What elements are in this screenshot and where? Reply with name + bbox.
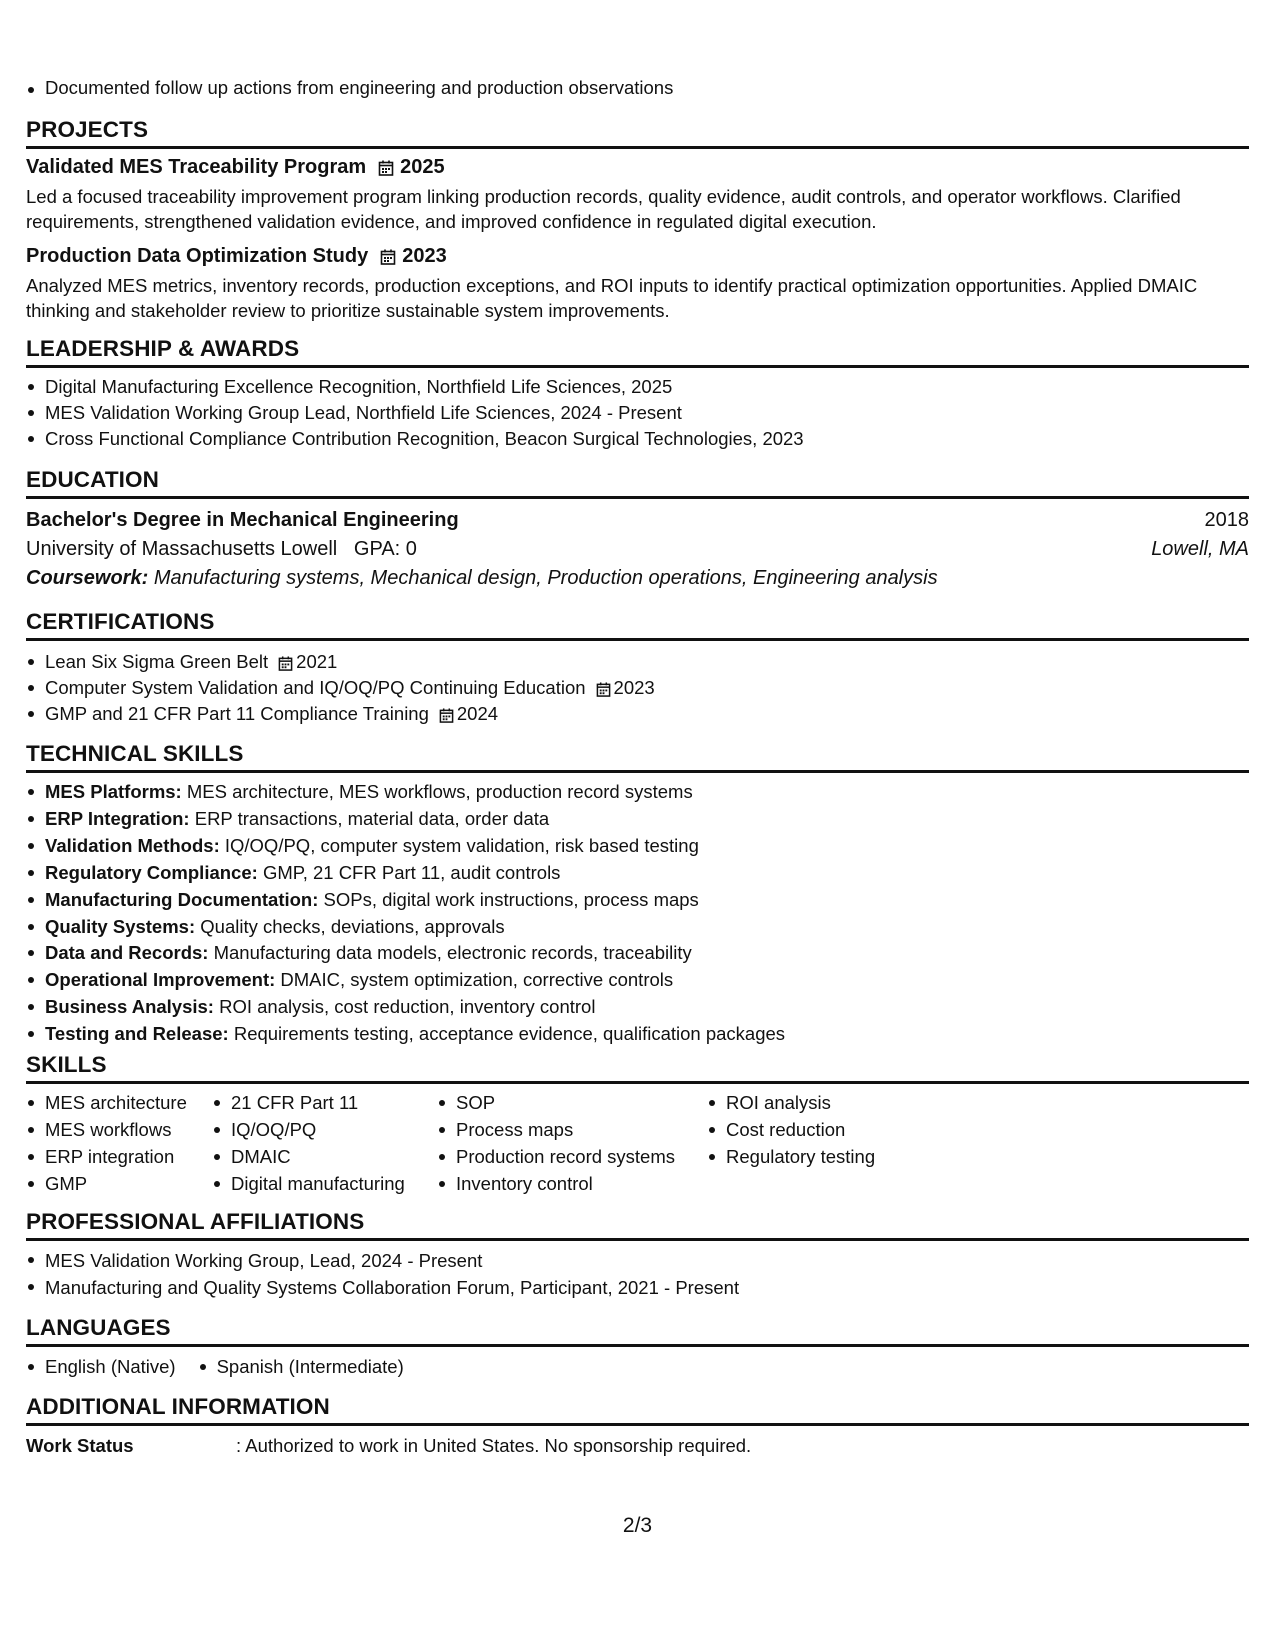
list-item [26, 994, 1249, 1021]
list-item: Inventory control [437, 1170, 707, 1197]
certifications-list [26, 649, 1249, 727]
list-item [26, 675, 1249, 701]
graduation-year: 2018 [1204, 509, 1249, 531]
calendar-icon [278, 656, 293, 671]
calendar-icon [596, 682, 611, 697]
project-title: Validated MES Traceability Program [26, 156, 367, 178]
list-item: ERP integration [26, 1143, 212, 1170]
skill-category: Manufacturing Documentation: [45, 888, 319, 910]
affiliations-section [26, 1209, 1249, 1301]
gpa: GPA: 0 [353, 538, 417, 560]
list-item [26, 1021, 1249, 1048]
section-heading: LEADERSHIP & AWARDS [26, 336, 1249, 368]
skills-section [26, 1052, 1249, 1197]
section-heading: SKILLS [26, 1052, 1249, 1084]
section-heading: PROJECTS [26, 117, 1249, 149]
list-item: Spanish (Intermediate) [198, 1354, 404, 1380]
skill-detail: Manufacturing data models, electronic records, traceability [213, 942, 692, 964]
list-item: ROI analysis [707, 1089, 957, 1116]
skill-detail: MES architecture, MES workflows, production record systems [186, 781, 693, 802]
projects-section [26, 117, 1249, 323]
list-item [26, 701, 1249, 727]
coursework-label: Coursework: [26, 567, 149, 589]
list-item: Cost reduction [707, 1116, 957, 1143]
certification-year: 2024 [456, 703, 499, 724]
list-item: Documented follow up actions from engineering and production observations [26, 77, 1249, 99]
skills-column [437, 1089, 707, 1197]
calendar-icon [439, 708, 454, 723]
section-heading: PROFESSIONAL AFFILIATIONS [26, 1209, 1249, 1241]
skill-detail: SOPs, digital work instructions, process maps [323, 888, 699, 910]
additional-info-section [26, 1394, 1249, 1459]
certification-name: GMP and 21 CFR Part 11 Compliance Training [45, 703, 429, 724]
leadership-section [26, 336, 1249, 452]
affiliations-list [26, 1247, 1249, 1301]
skill-detail: IQ/OQ/PQ, computer system validation, risk based testing [224, 834, 699, 856]
calendar-icon [378, 160, 394, 176]
list-item: 21 CFR Part 11 [212, 1089, 437, 1116]
list-item [26, 860, 1249, 887]
project-item [26, 245, 1249, 323]
list-item: Manufacturing and Quality Systems Collaboration Forum, Participant, 2021 - Present [26, 1274, 1249, 1301]
section-heading: ADDITIONAL INFORMATION [26, 1394, 1249, 1426]
degree-title: Bachelor's Degree in Mechanical Engineering [26, 509, 459, 531]
list-item: MES Validation Working Group Lead, Northfield Life Sciences, 2024 - Present [26, 400, 1249, 426]
list-item: MES architecture [26, 1089, 212, 1116]
list-item: MES workflows [26, 1116, 212, 1143]
skill-category: Data and Records: [45, 942, 209, 964]
section-heading: CERTIFICATIONS [26, 609, 1249, 641]
language-item-group [26, 1354, 176, 1380]
skills-column [212, 1089, 437, 1197]
list-item: GMP [26, 1170, 212, 1197]
languages-list [26, 1354, 1249, 1380]
project-year: 2025 [400, 156, 445, 178]
project-year: 2023 [402, 245, 447, 267]
list-item [26, 649, 1249, 675]
certification-year: 2021 [296, 651, 338, 672]
skills-column [26, 1089, 212, 1197]
certifications-section [26, 609, 1249, 727]
skill-detail: GMP, 21 CFR Part 11, audit controls [262, 861, 561, 883]
skill-category: Regulatory Compliance: [45, 861, 258, 883]
list-item [26, 833, 1249, 860]
project-title: Production Data Optimization Study [26, 245, 369, 267]
certification-name: Computer System Validation and IQ/OQ/PQ Continuing Education [45, 677, 586, 698]
education-section [26, 467, 1249, 591]
work-status-label: Work Status [26, 1435, 134, 1456]
list-item: SOP [437, 1089, 707, 1116]
list-item [26, 887, 1249, 914]
section-heading: LANGUAGES [26, 1315, 1249, 1347]
skill-detail: Quality checks, deviations, approvals [200, 915, 505, 937]
skills-column [707, 1089, 957, 1197]
experience-continued-list [26, 77, 1249, 99]
school-location: Lowell, MA [1151, 538, 1249, 560]
list-item: IQ/OQ/PQ [212, 1116, 437, 1143]
list-item: Regulatory testing [707, 1143, 957, 1170]
list-item [26, 940, 1249, 967]
language-item-group [198, 1354, 404, 1380]
list-item: DMAIC [212, 1143, 437, 1170]
calendar-icon [380, 249, 396, 265]
skill-detail: ERP transactions, material data, order data [194, 807, 550, 829]
skill-category: Validation Methods: [45, 834, 220, 856]
list-item [26, 914, 1249, 941]
list-item: Digital manufacturing [212, 1170, 437, 1197]
list-item: English (Native) [26, 1354, 176, 1380]
skill-category: Operational Improvement: [45, 969, 276, 991]
work-status-value: : Authorized to work in United States. No sponsorship required. [236, 1435, 752, 1456]
list-item: Process maps [437, 1116, 707, 1143]
project-item [26, 156, 1249, 234]
skill-category: ERP Integration: [45, 807, 190, 829]
skill-category: MES Platforms: [45, 781, 182, 802]
skill-category: Business Analysis: [45, 996, 214, 1018]
list-item [26, 779, 1249, 806]
skill-detail: DMAIC, system optimization, corrective controls [280, 969, 674, 991]
skill-detail: Requirements testing, acceptance evidence, qualification packages [233, 1023, 786, 1045]
list-item: Cross Functional Compliance Contribution Recognition, Beacon Surgical Technologies, 2023 [26, 426, 1249, 452]
project-description: Led a focused traceability improvement program linking production records, quality evidence, audit controls, and operator workflows. Clarified requirements, strengthened validation evidence, and improved confidence in regulated digital execution. [26, 186, 1181, 232]
work-status-row [26, 1433, 1249, 1459]
languages-section [26, 1315, 1249, 1380]
school-name: University of Massachusetts Lowell [26, 538, 338, 560]
section-heading: EDUCATION [26, 467, 1249, 499]
skill-category: Testing and Release: [45, 1023, 229, 1045]
list-item: MES Validation Working Group, Lead, 2024 - Present [26, 1247, 1249, 1274]
certification-year: 2023 [613, 677, 655, 698]
skill-detail: ROI analysis, cost reduction, inventory control [219, 996, 596, 1018]
skill-category: Quality Systems: [45, 915, 196, 937]
list-item [26, 967, 1249, 994]
certification-name: Lean Six Sigma Green Belt [45, 651, 269, 672]
skills-grid [26, 1089, 1249, 1197]
coursework [26, 565, 1249, 591]
technical-skills-list [26, 779, 1249, 1048]
leadership-list [26, 374, 1249, 452]
list-item: Digital Manufacturing Excellence Recognition, Northfield Life Sciences, 2025 [26, 374, 1249, 400]
project-description: Analyzed MES metrics, inventory records, production exceptions, and ROI inputs to identify practical optimization opportunities. Applied DMAIC thinking and stakeholder review to prioritize sustainable system improvements. [26, 275, 1198, 321]
list-item [26, 806, 1249, 833]
list-item: Production record systems [437, 1143, 707, 1170]
technical-skills-section [26, 741, 1249, 1048]
page-number: 2/3 [622, 1514, 653, 1537]
section-heading: TECHNICAL SKILLS [26, 741, 1249, 773]
coursework-list: Manufacturing systems, Mechanical design, Production operations, Engineering analysis [153, 567, 938, 589]
